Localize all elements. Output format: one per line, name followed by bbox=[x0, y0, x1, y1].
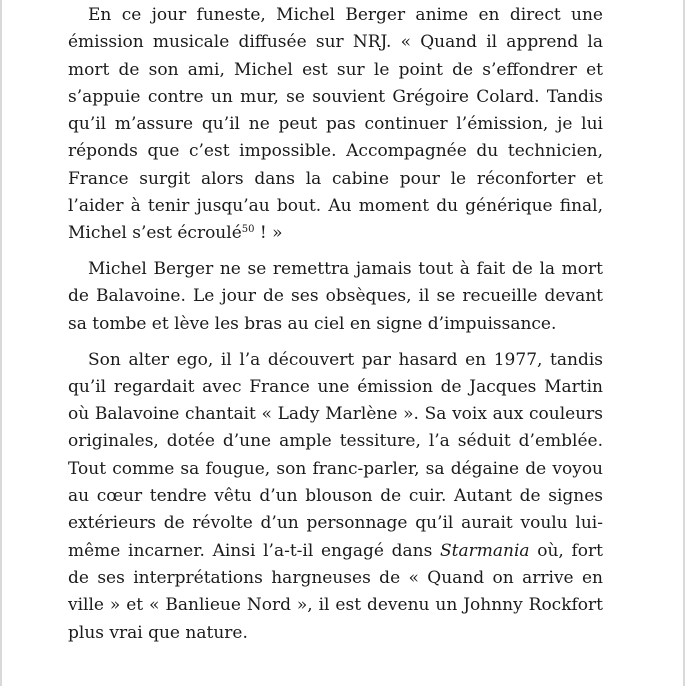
italic-title-starmania: Starmania bbox=[440, 540, 530, 561]
body-text bbox=[68, 2, 603, 647]
paragraph-3 bbox=[68, 347, 603, 647]
paragraph-3-continuation: où, fort de ses interprétations hargneuses de « Quand on arrive en ville » et « Banlieue Nord », il est devenu un Johnny Rockfort plus vrai que nature. bbox=[68, 540, 603, 643]
page-edge-left bbox=[0, 0, 2, 686]
paragraph-1 bbox=[68, 2, 603, 248]
paragraph-2 bbox=[68, 256, 603, 338]
paragraph-1-text: En ce jour funeste, Michel Berger anime en direct une émission musicale diffusée sur NRJ. « Quand il apprend la mort de son ami, Michel est sur le point de s’effondrer et s’appuie contre un mur, se souvient Grégoire Colard. Tandis qu’il m’assure qu’il ne peut pas continuer l’émission, je lui réponds que c’est impossible. Accompagnée du technicien, France surgit alors dans la cabine pour le réconforter et l’aider à tenir jusqu’au bout. Au moment du générique final, Michel s’est écroulé bbox=[68, 5, 603, 244]
paragraph-3-text: Son alter ego, il l’a découvert par hasard en 1977, tandis qu’il regardait avec France une émission de Jacques Martin où Balavoine chantait « Lady Marlène ». Sa voix aux couleurs originales, dotée d’une ample tessiture, l’a séduit d’emblée. Tout comme sa fougue, son franc-parler, sa dégaine de voyou au cœur tendre vêtu d’un blouson de cuir. Autant de signes extérieurs de révolte d’un personnage qu’il aurait voulu lui-même incarner. Ainsi l’a-t-il engagé dans bbox=[68, 349, 603, 561]
footnote-reference: 50 bbox=[241, 224, 255, 236]
paragraph-2-text: Michel Berger ne se remettra jamais tout à fait de la mort de Balavoine. Le jour de ses obsèques, il se recueille devant sa tombe et lève les bras au ciel en signe d’impuissance. bbox=[68, 259, 603, 334]
paragraph-1-closing: ! » bbox=[254, 223, 283, 244]
